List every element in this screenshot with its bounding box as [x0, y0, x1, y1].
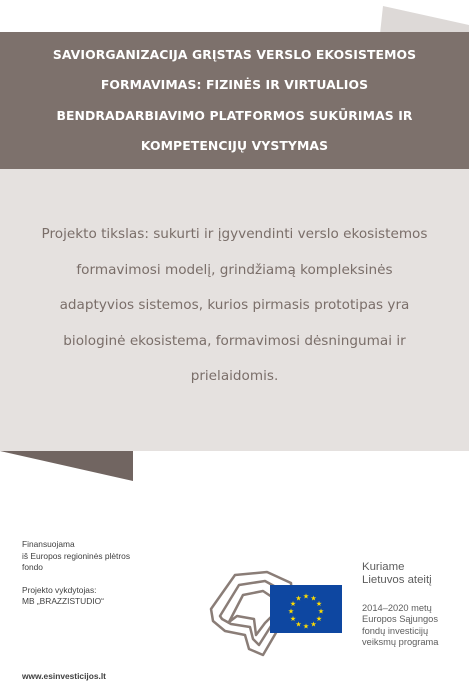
bottom-fold-decoration	[0, 451, 133, 481]
executor-text: Projekto vykdytojas: MB „BRAZZISTUDIO“	[22, 584, 104, 606]
svg-text:★: ★	[289, 615, 297, 623]
website-link[interactable]: www.esinvesticijos.lt	[22, 671, 106, 681]
svg-text:★: ★	[315, 615, 323, 623]
svg-text:★: ★	[310, 620, 317, 629]
svg-text:★: ★	[289, 600, 297, 608]
project-goal-text: Projekto tikslas: sukurti ir įgyvendinti verslo ekosistemos formavimosi modelį, grindžiamą kompleksinės adaptyvios sistemos, kurios pirmasis prototipas yra biologinė ekosistema, formavimosi dėsningumai ir prielaidomis.	[41, 226, 428, 385]
svg-text:★: ★	[287, 607, 295, 616]
slogan	[362, 561, 467, 587]
svg-text:★: ★	[295, 620, 302, 629]
eu-flag-icon	[270, 585, 342, 633]
svg-text:★: ★	[315, 600, 323, 608]
svg-text:★: ★	[310, 594, 317, 603]
corner-fold-decoration	[380, 6, 469, 34]
body-panel	[0, 169, 469, 451]
program-info	[362, 603, 467, 648]
header-title: SAVIORGANIZACIJA GRĮSTAS VERSLO EKOSISTEMOS FORMAVIMAS: FIZINĖS IR VIRTUALIOS BENDRADARBIAVIMO PLATFORMOS SUKŪRIMAS IR KOMPETENCIJŲ VYSTYMAS	[52, 46, 417, 153]
funding-text: Finansuojama iš Europos regioninės plėtros fondo	[22, 539, 131, 572]
header-band	[0, 32, 469, 169]
slogan-text: Kuriame Lietuvos ateitį	[362, 561, 432, 587]
svg-text:★: ★	[302, 622, 310, 631]
svg-text:★: ★	[302, 592, 310, 601]
funding-info	[22, 539, 192, 608]
svg-text:★: ★	[317, 607, 325, 616]
svg-text:★: ★	[295, 594, 302, 603]
program-text: 2014–2020 metų Europos Sąjungos fondų investicijų veiksmų programa	[362, 603, 439, 647]
